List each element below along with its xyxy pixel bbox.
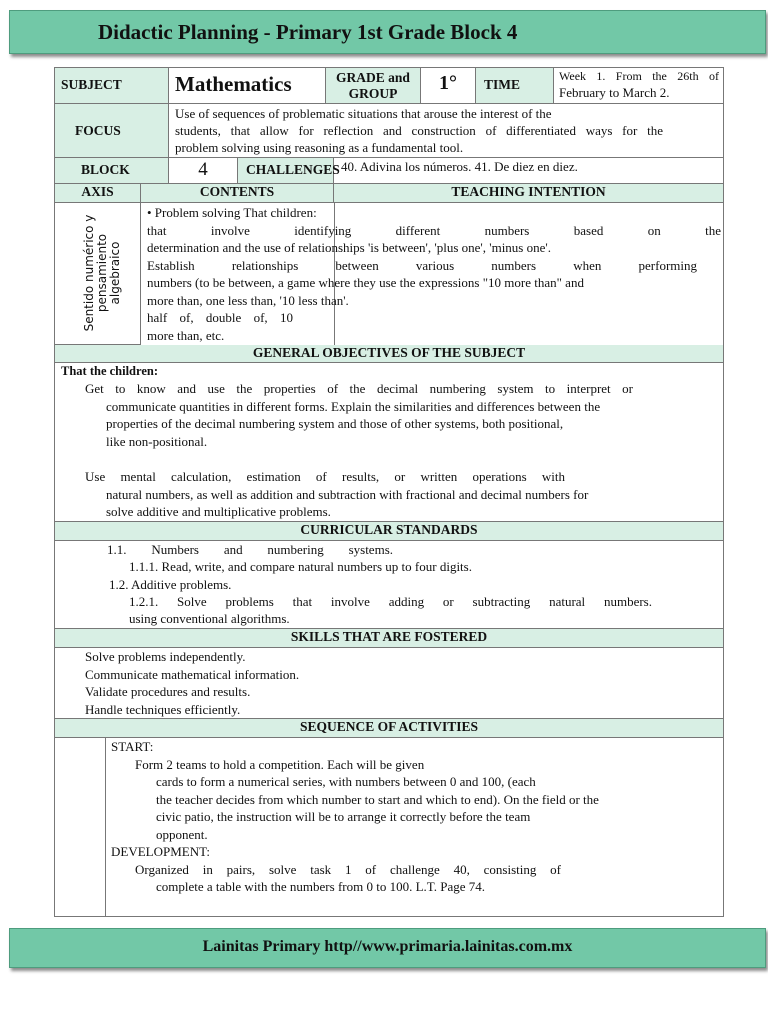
- grade-label-cell: [326, 68, 421, 104]
- start-line: civic patio, the instruction will be to arrange it correctly before the team: [156, 809, 531, 824]
- axis-text: Sentido numérico y pensamiento algebraico: [82, 214, 122, 332]
- skills-header: SKILLS THAT ARE FOSTERED: [55, 629, 723, 648]
- subject-value: Mathematics: [175, 72, 292, 96]
- contents-line: Establish relationships between various numbers when performing: [147, 257, 697, 273]
- contents-line: • Problem solving That children:: [147, 205, 317, 220]
- challenges-label-cell: [238, 158, 340, 184]
- start-line: opponent.: [156, 826, 208, 842]
- axis-cell: [55, 203, 141, 345]
- development-label: DEVELOPMENT:: [111, 844, 211, 859]
- objectives-header: GENERAL OBJECTIVES OF THE SUBJECT: [55, 345, 723, 363]
- challenges-value-cell: [334, 158, 723, 184]
- contents-line: determination and the use of relationships 'is between', 'plus one', 'minus one'.: [147, 240, 551, 255]
- contents-line: that involve identifying different numbers based on the: [147, 222, 721, 238]
- subject-label-cell: [55, 68, 169, 104]
- focus-label-cell: [55, 104, 169, 158]
- subject-label: SUBJECT: [61, 77, 122, 92]
- grade-value-cell: [421, 68, 476, 104]
- subject-value-cell: [169, 68, 326, 104]
- contents-line: numbers (to be between, a game where they use the expressions "10 more than" and: [147, 275, 584, 290]
- start-line: the teacher decides from which number to start and which to end). On the field or the: [156, 791, 599, 807]
- start-line: cards to form a numerical series, with numbers between 0 and 100, (each: [156, 774, 536, 789]
- time-label-cell: [476, 68, 554, 104]
- contents-text: [147, 204, 721, 344]
- objective-item-1: Get to know and use the properties of the decimal numbering system to interpret or communicate quantities in different forms. Explain the similarities and differences between the properties of the decimal numbering system and those of other systems, both positional, like non-positional.: [85, 381, 633, 449]
- skills-body: [55, 648, 723, 719]
- start-label: START:: [111, 739, 154, 754]
- grade-label: GRADE and GROUP: [336, 70, 410, 101]
- activities-body: [111, 738, 711, 896]
- contents-line: more than, etc.: [147, 327, 225, 343]
- page-title: Didactic Planning - Primary 1st Grade Block 4: [98, 20, 518, 44]
- skill-item: Validate procedures and results.: [85, 684, 251, 699]
- contents-line: more than, one less than, '10 less than'.: [147, 292, 349, 308]
- standard-1-2: 1.2. Additive problems.: [109, 577, 232, 592]
- standards-body: [55, 541, 723, 629]
- time-value-line1: Week 1. From the 26th of: [559, 69, 719, 83]
- time-label: TIME: [484, 77, 521, 92]
- activities-divider: [105, 738, 106, 916]
- intention-header: TEACHING INTENTION: [334, 184, 723, 203]
- activities-header: SEQUENCE OF ACTIVITIES: [55, 719, 723, 738]
- challenges-label: CHALLENGES: [246, 162, 340, 177]
- contents-line: half of, double of, 10: [147, 310, 293, 325]
- standard-1-1: 1.1. Numbers and numbering systems.: [107, 542, 393, 557]
- header-banner: [9, 10, 766, 54]
- block-label-cell: [55, 158, 169, 184]
- grade-value: 1°: [439, 72, 457, 94]
- development-line: Organized in pairs, solve task 1 of challenge 40, consisting of: [135, 861, 561, 877]
- objectives-body: [55, 363, 723, 522]
- skill-item: Handle techniques efficiently.: [85, 701, 241, 717]
- focus-value-cell: [169, 104, 723, 158]
- axis-header: AXIS: [55, 184, 141, 203]
- objectives-intro: That the children:: [61, 364, 158, 378]
- development-line: complete a table with the numbers from 0 to 100. L.T. Page 74.: [156, 879, 486, 894]
- focus-text-line2: students, that allow for reflection and construction of differentiated ways for the: [175, 123, 663, 138]
- standard-1-1-1: 1.1.1. Read, write, and compare natural numbers up to four digits.: [129, 559, 472, 574]
- block-label: BLOCK: [81, 162, 130, 177]
- time-value-line2: February to March 2.: [559, 85, 670, 100]
- footer-banner: [9, 928, 766, 968]
- standards-header: CURRICULAR STANDARDS: [55, 522, 723, 541]
- start-line: Form 2 teams to hold a competition. Each will be given: [135, 756, 425, 772]
- objective-item-2: Use mental calculation, estimation of results, or written operations with natural numbers, as well as addition and subtraction with fractional and decimal numbers for solve additive and multiplicative problems.: [85, 469, 589, 519]
- block-value-cell: [169, 158, 238, 184]
- block-value: 4: [198, 159, 208, 180]
- standard-1-2-1: 1.2.1. Solve problems that involve adding or subtracting natural numbers.: [129, 594, 652, 609]
- focus-text-line3: problem solving using reasoning as a fundamental tool.: [175, 140, 464, 155]
- focus-label: FOCUS: [75, 123, 121, 138]
- standard-1-2-1-cont: using conventional algorithms.: [129, 611, 290, 626]
- challenges-value: 40. Adivina los números. 41. De diez en diez.: [341, 159, 578, 174]
- skill-item: Solve problems independently.: [85, 649, 246, 664]
- focus-text-line1: Use of sequences of problematic situations that arouse the interest of the: [175, 106, 552, 121]
- contents-header: CONTENTS: [141, 184, 334, 203]
- footer-text: Lainitas Primary http//www.primaria.lainitas.com.mx: [202, 938, 573, 955]
- skill-item: Communicate mathematical information.: [85, 666, 300, 682]
- planning-table: [54, 67, 724, 917]
- time-value-cell: [554, 68, 723, 104]
